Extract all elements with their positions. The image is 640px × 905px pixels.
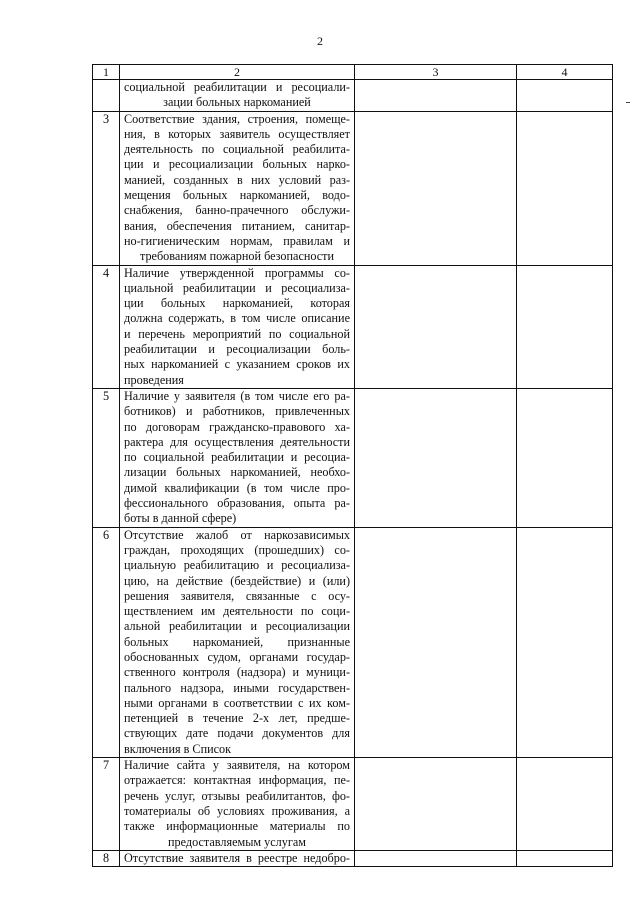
- header-col-1: 1: [93, 65, 120, 80]
- table-row: [93, 527, 613, 757]
- criterion-line: ботников) и работников, привлеченных: [124, 404, 350, 419]
- criterion-line: по договорам гражданско-правового ха-: [124, 419, 350, 434]
- row-number: 5: [93, 388, 120, 527]
- page-number: 2: [317, 34, 323, 48]
- criterion-line: рактера для осуществления деятельности: [124, 434, 350, 449]
- criterion-line: граждан, проходящих (прошедших) со-: [124, 542, 350, 557]
- criterion-line: также информационные материалы по: [124, 819, 350, 834]
- criterion-line: отражается: контактная информация, пе-: [124, 773, 350, 788]
- criterion-line: социальной реабилитации и ресоциали-: [124, 80, 350, 94]
- criterion-text: [120, 388, 355, 527]
- col-4-cell[interactable]: [517, 527, 613, 757]
- criterion-line: снабжения, банно-прачечного обслужи-: [124, 203, 350, 218]
- criterion-line: включения в Список: [124, 741, 232, 756]
- table-row: [93, 758, 613, 851]
- table-row: [93, 80, 613, 112]
- row-number: [93, 80, 120, 112]
- criterion-line: петенцией в течение 2-х лет, предше-: [124, 711, 350, 726]
- criterion-line: деятельность по социальной реабилита-: [124, 142, 350, 157]
- criterion-line: речень услуг, отзывы реабилитантов, фо-: [124, 788, 350, 803]
- criterion-line: Отсутствие жалоб от наркозависимых: [124, 527, 350, 542]
- criteria-table: [92, 64, 613, 867]
- criterion-text: [120, 850, 355, 866]
- criterion-line: пального надзора, иными государствен-: [124, 680, 350, 695]
- criterion-line: по социальной реабилитации и ресоциа-: [124, 450, 350, 465]
- criterion-line: реабилитации и ресоциализации боль-: [124, 342, 350, 357]
- row-number: 3: [93, 111, 120, 265]
- criterion-line: ции больных наркоманией, которая: [124, 296, 350, 311]
- criterion-line: циальной реабилитации и ресоциализа-: [124, 280, 350, 295]
- criterion-line: альной реабилитации и ресоциализации: [124, 619, 350, 634]
- header-col-2: 2: [120, 65, 355, 80]
- header-col-4: 4: [517, 65, 613, 80]
- criterion-line: предоставляемым услугам: [168, 834, 306, 849]
- criterion-line: обоснованных судом, органами государ-: [124, 649, 350, 664]
- criterion-line: боты в данной сфере): [124, 511, 237, 526]
- criterion-text: [120, 758, 355, 851]
- criterion-line: мещения больных наркоманией, водо-: [124, 188, 350, 203]
- table-row: [93, 111, 613, 265]
- criterion-text: [120, 265, 355, 388]
- col-4-cell[interactable]: [517, 80, 613, 112]
- criterion-line: ными органами в соответствии с их ком-: [124, 695, 350, 710]
- criterion-line: Отсутствие заявителя в реестре недобро-: [124, 850, 350, 865]
- criterion-line: больных наркоманией, признанные: [124, 634, 350, 649]
- criterion-text: [120, 111, 355, 265]
- col-3-cell[interactable]: [355, 758, 517, 851]
- criterion-text: [120, 527, 355, 757]
- table-header-row: [93, 65, 613, 80]
- criterion-line: вания, обеспечения питанием, санитар-: [124, 218, 350, 233]
- col-4-cell[interactable]: [517, 758, 613, 851]
- table-row: [93, 850, 613, 866]
- table-row: [93, 265, 613, 388]
- scan-edge-mark: [626, 102, 630, 103]
- criterion-line: лизации больных наркоманией, необхо-: [124, 465, 350, 480]
- col-3-cell[interactable]: [355, 388, 517, 527]
- criterion-line: ния, в которых заявитель осуществляет: [124, 126, 350, 141]
- criterion-line: цию, на действие (бездействие) и (или): [124, 573, 350, 588]
- criterion-line: ственного контроля (надзора) и муници-: [124, 665, 350, 680]
- col-3-cell[interactable]: [355, 527, 517, 757]
- col-4-cell[interactable]: [517, 388, 613, 527]
- col-3-cell[interactable]: [355, 111, 517, 265]
- criterion-line: циальную реабилитацию и ресоциализа-: [124, 558, 350, 573]
- criterion-line: димой квалификации (в том числе про-: [124, 480, 350, 495]
- criterion-line: ществлением им деятельности по соци-: [124, 604, 350, 619]
- criterion-line: ствующих дате подачи документов для: [124, 726, 350, 741]
- criterion-line: томатериалы об условиях проживания, а: [124, 803, 350, 818]
- col-3-cell[interactable]: [355, 80, 517, 112]
- col-4-cell[interactable]: [517, 111, 613, 265]
- criterion-line: Наличие у заявителя (в том числе его ра-: [124, 388, 350, 403]
- col-4-cell[interactable]: [517, 850, 613, 866]
- row-number: 4: [93, 265, 120, 388]
- col-3-cell[interactable]: [355, 850, 517, 866]
- col-3-cell[interactable]: [355, 265, 517, 388]
- criterion-line: Наличие утвержденной программы со-: [124, 265, 350, 280]
- criterion-text: [120, 80, 355, 112]
- criterion-line: ции и ресоциализации больных нарко-: [124, 157, 350, 172]
- header-col-3: 3: [355, 65, 517, 80]
- criterion-line: зации больных наркоманией: [163, 95, 311, 110]
- criterion-line: ных наркоманией с указанием сроков их: [124, 357, 350, 372]
- criterion-line: проведения: [124, 372, 184, 387]
- criterion-line: и перечень мероприятий по социальной: [124, 326, 350, 341]
- table-row: [93, 388, 613, 527]
- criterion-line: решения заявителя, связанные с осу-: [124, 588, 350, 603]
- criterion-line: Наличие сайта у заявителя, на котором: [124, 758, 350, 773]
- criterion-line: манией, созданных в них условий раз-: [124, 172, 350, 187]
- row-number: 8: [93, 850, 120, 866]
- criterion-line: фессионального образования, опыта ра-: [124, 496, 350, 511]
- criterion-line: требованиям пожарной безопасности: [139, 249, 335, 264]
- criterion-line: Соответствие здания, строения, помеще-: [124, 111, 350, 126]
- row-number: 6: [93, 527, 120, 757]
- col-4-cell[interactable]: [517, 265, 613, 388]
- row-number: 7: [93, 758, 120, 851]
- criterion-line: должна содержать, в том числе описание: [124, 311, 350, 326]
- criterion-line: но-гигиеническим нормам, правилам и: [124, 233, 350, 248]
